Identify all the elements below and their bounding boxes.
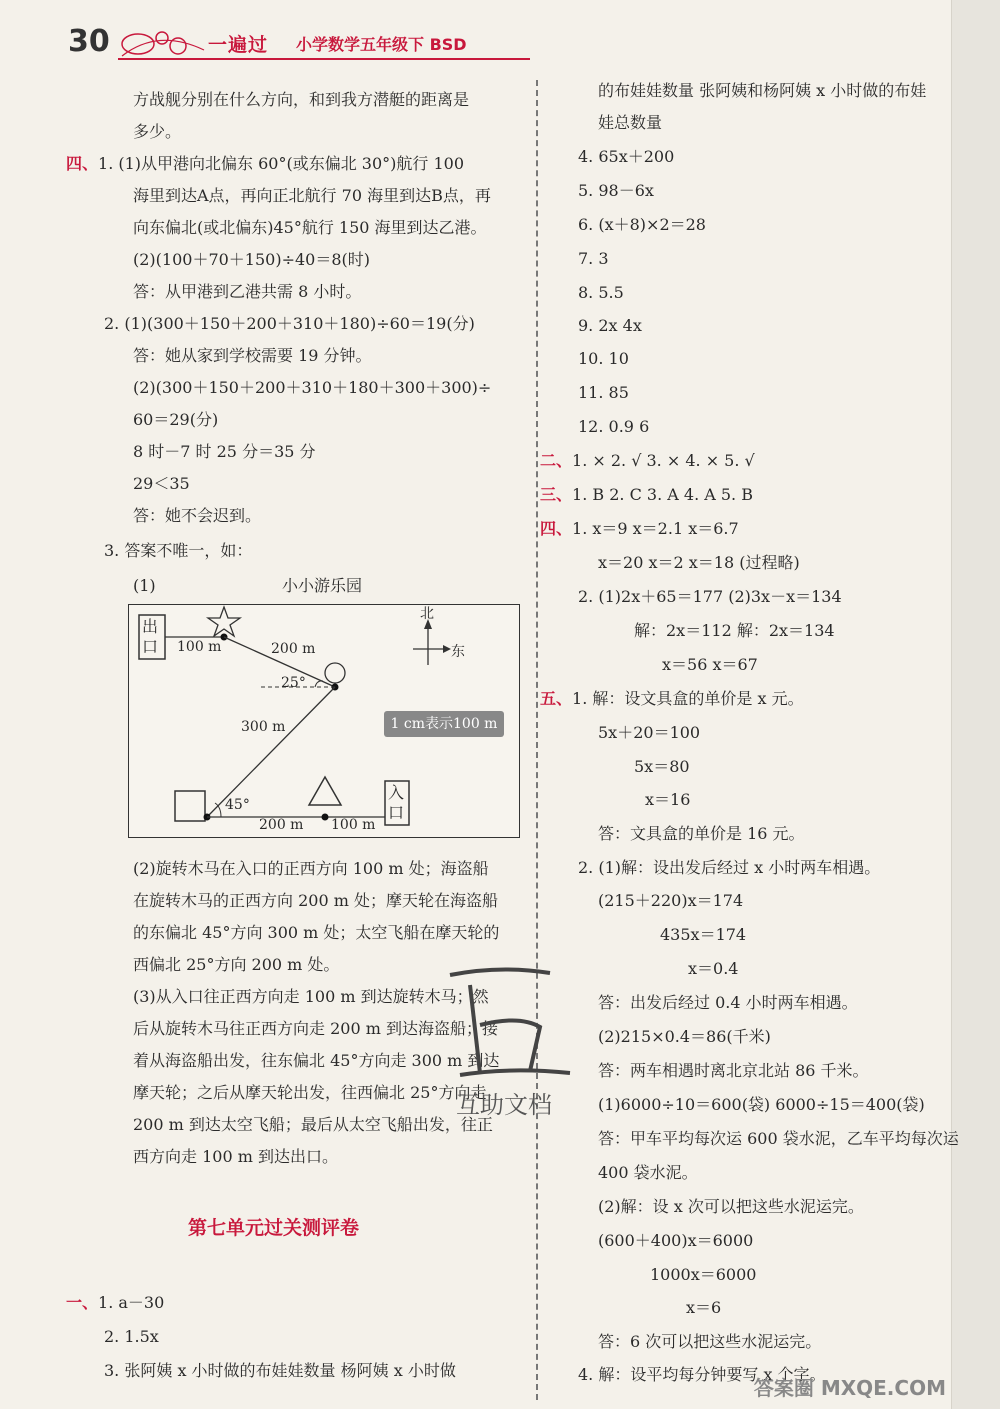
- answer-line: [688, 958, 738, 980]
- answer-line: [133, 1082, 486, 1104]
- answer-text: 4. 解：设平均每分钟要写 x 个字。: [578, 1365, 826, 1384]
- answer-text: (600＋400)x＝6000: [598, 1231, 754, 1250]
- answer-text: (1)6000÷10＝600(袋) 6000÷15＝400(袋): [598, 1095, 925, 1114]
- answer-line: [578, 180, 654, 202]
- answer-text: (2)(100＋70＋150)÷40＝8(时): [133, 250, 371, 269]
- answer-text: 娃总数量: [598, 113, 663, 132]
- answer-text: 3. 张阿姨 x 小时做的布娃娃数量 杨阿姨 x 小时做: [104, 1361, 456, 1380]
- answer-line: [133, 858, 489, 880]
- page-edge: [951, 0, 1000, 1409]
- answer-line: [66, 1292, 164, 1314]
- answer-text: 1. (1)从甲港向北偏东 60°(或东偏北 30°)航行 100: [98, 154, 465, 173]
- answer-text: x＝20 x＝2 x＝18 (过程略): [598, 553, 800, 572]
- question-section-label: 四、: [66, 154, 99, 173]
- answer-text: 435x＝174: [660, 925, 747, 944]
- north-label: 北: [420, 606, 434, 622]
- answer-line: [598, 992, 858, 1014]
- answer-text: (2)解：设 x 次可以把这些水泥运完。: [598, 1197, 864, 1216]
- answer-text: 400 袋水泥。: [598, 1163, 698, 1182]
- column-divider: [536, 80, 538, 1400]
- answer-line: [133, 575, 156, 597]
- answer-text: 摩天轮；之后从摩天轮出发，往西偏北 25°方向走: [133, 1083, 487, 1102]
- answer-line: [598, 112, 662, 134]
- answer-line: [578, 416, 649, 438]
- answer-line: [578, 348, 629, 370]
- answer-text: 1. × 2. √ 3. × 4. × 5. √: [572, 451, 755, 470]
- answer-line: [104, 540, 252, 562]
- answer-text: 答：两车相遇时离北京北站 86 千米。: [598, 1061, 869, 1080]
- answer-text: (1): [133, 576, 156, 595]
- distance-label: 300 m: [241, 719, 286, 735]
- question-section-label: 三、: [540, 485, 573, 504]
- answer-line: [645, 789, 690, 811]
- answer-text: 答：出发后经过 0.4 小时两车相遇。: [598, 993, 858, 1012]
- series-logo: 一遍过: [208, 34, 269, 56]
- answer-line: [66, 153, 464, 175]
- answer-line: [598, 80, 926, 102]
- answer-text: 29＜35: [133, 474, 190, 493]
- answer-line: [133, 441, 316, 463]
- answer-line: [540, 450, 755, 472]
- answer-text: 西方向走 100 m 到达出口。: [133, 1147, 338, 1166]
- answer-line: [540, 518, 739, 540]
- site-watermark: 答案圈 MXQE.COM: [753, 1376, 946, 1400]
- answer-line: [598, 552, 800, 574]
- map-scale-badge: 1 cm表示100 m: [384, 711, 504, 737]
- answer-text: (2)215×0.4＝86(千米): [598, 1027, 771, 1046]
- angle-label: 45°: [225, 797, 250, 813]
- answer-text: 1. B 2. C 3. A 4. A 5. B: [572, 485, 753, 504]
- answer-line: [650, 1264, 756, 1286]
- answer-text: 解：2x＝112 解：2x＝134: [634, 621, 835, 640]
- answer-text: 5. 98－6x: [578, 181, 654, 200]
- answer-line: [598, 1060, 869, 1082]
- answer-line: [660, 924, 746, 946]
- answer-text: 12. 0.9 6: [578, 417, 650, 436]
- distance-label: 100 m: [177, 639, 222, 655]
- answer-text: 10. 10: [578, 349, 629, 368]
- answer-line: [133, 281, 361, 303]
- answer-line: [540, 484, 753, 506]
- page-header: [0, 22, 540, 68]
- answer-text: 1. 解：设文具盒的单价是 x 元。: [572, 689, 804, 708]
- answer-text: 1. x＝9 x＝2.1 x＝6.7: [572, 519, 739, 538]
- answer-line: [133, 345, 372, 367]
- answer-text: 5x＋20＝100: [598, 723, 701, 742]
- exit-label: 出口: [142, 617, 159, 656]
- answer-line: [133, 185, 491, 207]
- answer-line: [598, 1128, 959, 1150]
- question-section-label: 一、: [66, 1293, 99, 1312]
- answer-text: 11. 85: [578, 383, 629, 402]
- answer-line: [598, 823, 805, 845]
- answer-text: 8. 5.5: [578, 283, 624, 302]
- answer-line: [578, 586, 842, 608]
- entrance-label: 入口: [388, 783, 405, 822]
- stamp-watermark: [440, 955, 600, 1120]
- subject-title: 小学数学五年级下 BSD: [296, 35, 467, 54]
- answer-line: [133, 1146, 338, 1168]
- angle-label: 25°: [281, 675, 306, 691]
- question-section-label: 五、: [540, 689, 573, 708]
- answer-line: [578, 214, 706, 236]
- answer-line: [133, 1114, 493, 1136]
- answer-line: [133, 121, 181, 143]
- answer-line: [133, 986, 489, 1008]
- answer-line: [133, 409, 218, 431]
- answer-line: [133, 89, 469, 111]
- answer-text: 200 m 到达太空飞船；最后从太空飞船出发，往正: [133, 1115, 493, 1134]
- answer-text: 3. 答案不唯一，如：: [104, 541, 253, 560]
- answer-text: 60＝29(分): [133, 410, 219, 429]
- question-section-label: 四、: [540, 519, 573, 538]
- answer-text: 小小游乐园: [282, 576, 363, 595]
- answer-line: [133, 473, 190, 495]
- distance-label: 100 m: [331, 817, 376, 833]
- answer-text: 多少。: [133, 122, 182, 141]
- answer-text: 答：从甲港到乙港共需 8 小时。: [133, 282, 362, 301]
- stamp-text: 互助文档: [456, 1091, 552, 1119]
- answer-line: [598, 1331, 821, 1353]
- answer-line: [598, 722, 700, 744]
- answer-text: 7. 3: [578, 249, 609, 268]
- answer-line: [634, 620, 835, 642]
- answer-text: 后从旋转木马往正西方向走 200 m 到达海盗船；接: [133, 1019, 498, 1038]
- answer-text: 向东偏北(或北偏东)45°航行 150 海里到达乙港。: [133, 218, 487, 237]
- answer-text: x＝6: [686, 1298, 722, 1317]
- answer-line: [598, 1196, 864, 1218]
- answer-line: [133, 505, 261, 527]
- answer-text: x＝56 x＝67: [662, 655, 758, 674]
- answer-line: [598, 1026, 771, 1048]
- answer-text: (2)旋转木马在入口的正西方向 100 m 处；海盗船: [133, 859, 489, 878]
- answer-text: 1. a－30: [98, 1293, 165, 1312]
- answer-line: [598, 1230, 753, 1252]
- answer-line: [282, 575, 362, 597]
- answer-text: 6. (x＋8)×2＝28: [578, 215, 706, 234]
- answer-line: [133, 922, 499, 944]
- answer-line: [578, 382, 629, 404]
- answer-text: 的东偏北 45°方向 300 m 处；太空飞船在摩天轮的: [133, 923, 500, 942]
- answer-text: 4. 65x＋200: [578, 147, 675, 166]
- answer-line: [598, 890, 743, 912]
- east-label: 东: [451, 644, 465, 660]
- answer-line: [104, 313, 475, 335]
- answer-text: 答：6 次可以把这些水泥运完。: [598, 1332, 822, 1351]
- answer-text: x＝0.4: [688, 959, 739, 978]
- answer-text: 西偏北 25°方向 200 m 处。: [133, 955, 340, 974]
- answer-text: 1000x＝6000: [650, 1265, 757, 1284]
- answer-text: 5x＝80: [634, 757, 690, 776]
- answer-text: 在旋转木马的正西方向 200 m 处；摩天轮在海盗船: [133, 891, 498, 910]
- header-rule: [118, 58, 530, 60]
- answer-line: [133, 217, 487, 239]
- answer-line: [686, 1297, 721, 1319]
- answer-line: [578, 146, 674, 168]
- answer-line: [133, 954, 339, 976]
- answer-line: [578, 282, 624, 304]
- answer-line: [578, 857, 880, 879]
- answer-text: 2. 1.5x: [104, 1327, 159, 1346]
- answer-text: 答：她从家到学校需要 19 分钟。: [133, 346, 372, 365]
- distance-label: 200 m: [271, 641, 316, 657]
- answer-line: [540, 688, 804, 710]
- answer-text: 2. (1)(300＋150＋200＋310＋180)÷60＝19(分): [104, 314, 475, 333]
- answer-text: 8 时－7 时 25 分＝35 分: [133, 442, 316, 461]
- answer-line: [104, 1326, 159, 1348]
- answer-line: [133, 249, 370, 271]
- answer-text: 的布娃娃数量 张阿姨和杨阿姨 x 小时做的布娃: [598, 81, 927, 100]
- answer-line: [578, 315, 642, 337]
- answer-line: [578, 248, 609, 270]
- header-ornament-icon: [118, 26, 208, 60]
- answer-text: 答：文具盒的单价是 16 元。: [598, 824, 805, 843]
- answer-text: x＝16: [645, 790, 691, 809]
- answer-line: [104, 1360, 456, 1382]
- answer-text: 答：她不会迟到。: [133, 506, 262, 525]
- answer-line: [133, 377, 491, 399]
- answer-text: (2)(300＋150＋200＋310＋180＋300＋300)÷: [133, 378, 492, 397]
- answer-text: 2. (1)2x＋65＝177 (2)3x－x＝134: [578, 587, 842, 606]
- answer-text: 9. 2x 4x: [578, 316, 642, 335]
- answer-line: [662, 654, 758, 676]
- page-number: 30: [68, 24, 110, 59]
- answer-text: 方战舰分别在什么方向，和到我方潜艇的距离是: [133, 90, 470, 109]
- answer-line: [634, 756, 690, 778]
- answer-text: 海里到达A点，再向正北航行 70 海里到达B点，再: [133, 186, 491, 205]
- distance-label: 200 m: [259, 817, 304, 833]
- answer-line: [133, 890, 498, 912]
- answer-line: [598, 1162, 698, 1184]
- answer-text: 2. (1)解：设出发后经过 x 小时两车相遇。: [578, 858, 881, 877]
- question-section-label: 二、: [540, 451, 573, 470]
- answer-line: [598, 1094, 925, 1116]
- answer-text: (215＋220)x＝174: [598, 891, 744, 910]
- answer-text: 着从海盗船出发，往东偏北 45°方向走 300 m 到达: [133, 1051, 500, 1070]
- section-title: 第七单元过关测评卷: [188, 1217, 360, 1239]
- answer-text: 答：甲车平均每次运 600 袋水泥，乙车平均每次运: [598, 1129, 959, 1148]
- answer-text: (3)从入口往正西方向走 100 m 到达旋转木马；然: [133, 987, 489, 1006]
